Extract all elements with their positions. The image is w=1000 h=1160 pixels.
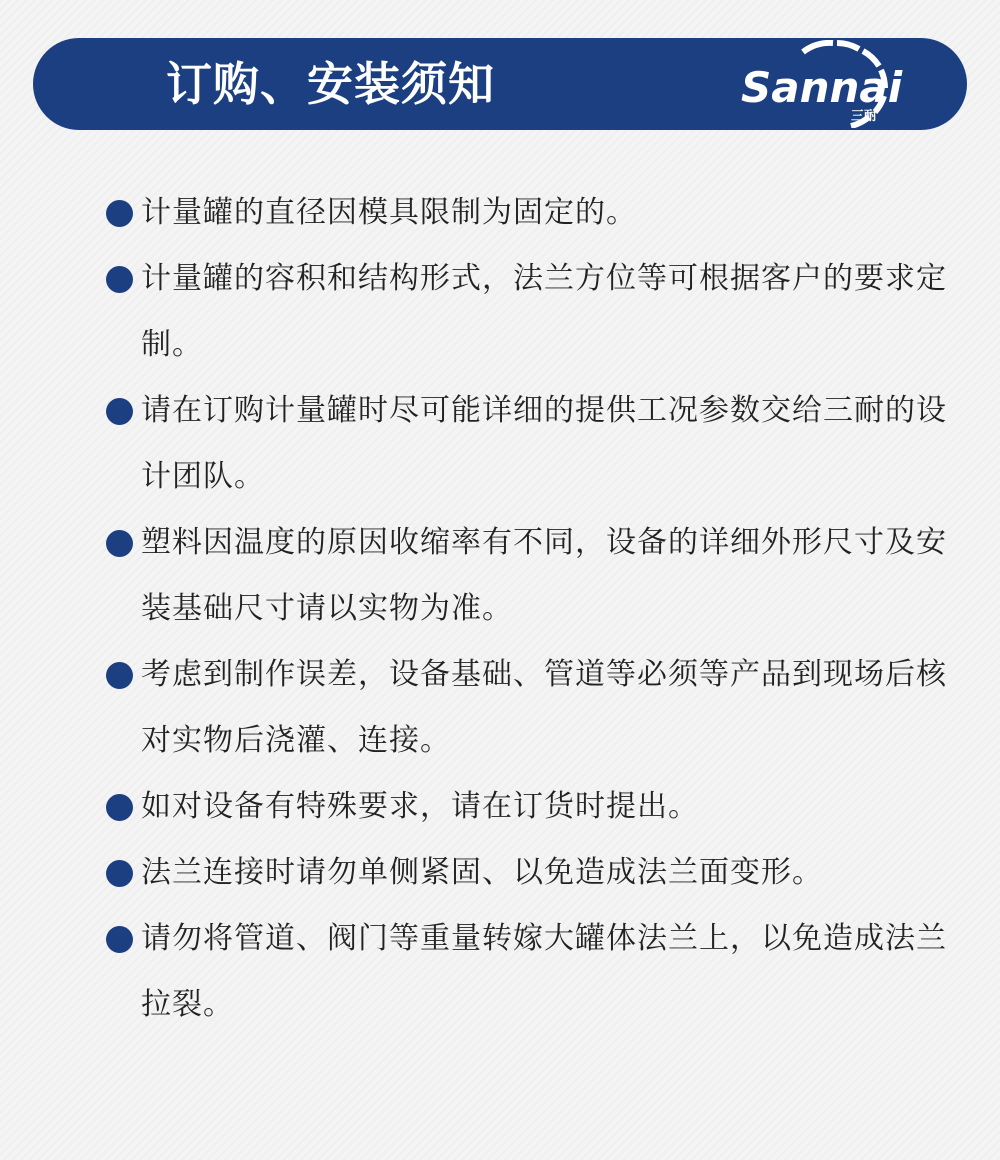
sannai-logo bbox=[733, 40, 913, 128]
svg-text:三耐: 三耐 bbox=[851, 109, 878, 124]
bullet-dot-icon bbox=[106, 398, 133, 425]
notes-list bbox=[0, 180, 1000, 1038]
header-banner bbox=[33, 38, 967, 130]
list-item bbox=[0, 906, 1000, 1038]
bullet-dot-icon bbox=[106, 794, 133, 821]
page-title: 订购、安装须知 bbox=[166, 57, 495, 111]
note-text: 请勿将管道、阀门等重量转嫁大罐体法兰上，以免造成法兰拉裂。 bbox=[141, 921, 947, 1022]
note-text: 计量罐的直径因模具限制为固定的。 bbox=[141, 195, 637, 230]
list-item bbox=[0, 510, 1000, 642]
list-item bbox=[0, 180, 1000, 246]
bullet-dot-icon bbox=[106, 266, 133, 293]
bullet-dot-icon bbox=[106, 530, 133, 557]
bullet-dot-icon bbox=[106, 860, 133, 887]
svg-text:Sannai: Sannai bbox=[741, 63, 903, 112]
note-text: 法兰连接时请勿单侧紧固、以免造成法兰面变形。 bbox=[141, 855, 823, 890]
bullet-dot-icon bbox=[106, 200, 133, 227]
list-item bbox=[0, 642, 1000, 774]
list-item bbox=[0, 774, 1000, 840]
note-text: 请在订购计量罐时尽可能详细的提供工况参数交给三耐的设计团队。 bbox=[141, 393, 947, 494]
list-item bbox=[0, 378, 1000, 510]
note-text: 考虑到制作误差，设备基础、管道等必须等产品到现场后核对实物后浇灌、连接。 bbox=[141, 657, 947, 758]
bullet-dot-icon bbox=[106, 926, 133, 953]
note-text: 如对设备有特殊要求，请在订货时提出。 bbox=[141, 789, 699, 824]
note-text: 计量罐的容积和结构形式，法兰方位等可根据客户的要求定制。 bbox=[141, 261, 947, 362]
note-text: 塑料因温度的原因收缩率有不同，设备的详细外形尺寸及安装基础尺寸请以实物为准。 bbox=[141, 525, 947, 626]
list-item bbox=[0, 840, 1000, 906]
bullet-dot-icon bbox=[106, 662, 133, 689]
list-item bbox=[0, 246, 1000, 378]
